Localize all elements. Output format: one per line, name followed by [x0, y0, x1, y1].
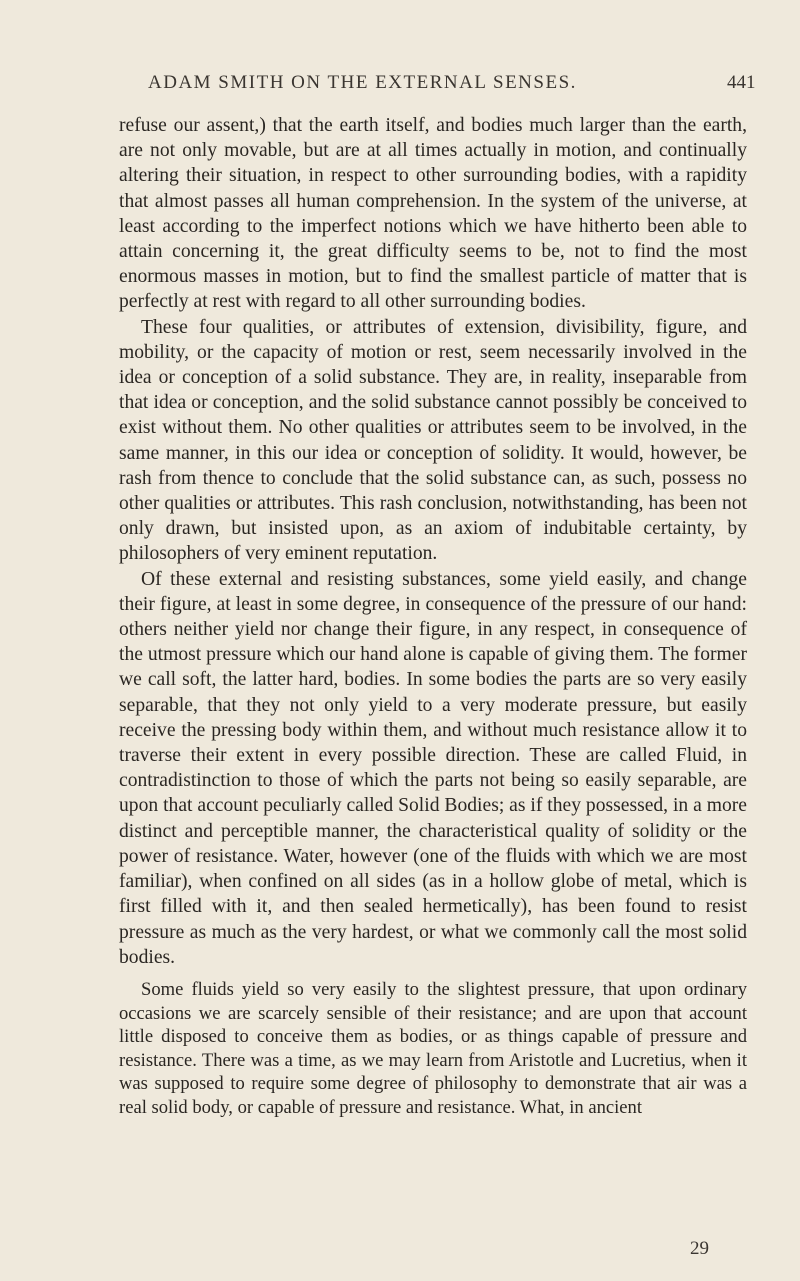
running-title: ADAM SMITH ON THE EXTERNAL SENSES.: [148, 72, 577, 93]
running-head: [0, 72, 800, 102]
page-number: 441: [727, 72, 756, 93]
body-text: [119, 113, 747, 1119]
paragraph-continued: refuse our assent,) that the earth itself, and bodies much larger than the earth, are not only movable, but are at all times actually in motion, and continually altering their situation, in respect to other surrounding bodies, with a rapidity that almost passes all human comprehension. In the system of the universe, at least according to the imperfect notions which we have hitherto been able to attain concerning it, the great difficulty seems to be, not to find the most enormous masses in motion, but to find the smallest particle of matter that is perfectly at rest with regard to all other surrounding bodies.: [119, 115, 747, 313]
paragraph-external-substances: Of these external and resisting substances, some yield easily, and change their figure, at least in some degree, in consequence of the pressure of our hand: others neither yield nor change their figure, in any respect, in consequence of the utmost pressure which our hand alone is capable of giving them. The former we call soft, the latter hard, bodies. In some bodies the parts are so very easily separable, that they not only yield to a very moderate pressure, but easily receive the pressing body within them, and without much resistance allow it to traverse their extent in every possible direction. These are called Fluid, in contradistinction to those of which the parts not being so easily separable, are upon that account peculiarly called Solid Bodies; as if they possessed, in a more distinct and perceptible manner, the characteristical quality of solidity or the power of resistance. Water, however (one of the fluids with which we are most familiar), when confined on all sides (as in a hollow globe of metal, which is first filled with it, and then sealed hermetically), has been found to resist pressure as much as the very hardest, or what we commonly call the most solid bodies.: [119, 568, 747, 968]
signature-mark: 29: [690, 1238, 709, 1259]
paragraph-four-qualities: These four qualities, or attributes of extension, divisibility, figure, and mobility, or the capacity of motion or rest, seem necessarily involved in the idea or conception of a solid substance. They are, in reality, inseparable from that idea or conception, and the solid substance cannot possibly be conceived to exist without them. No other qualities or attributes seem to be involved, in the same manner, in this our idea or conception of solidity. It would, however, be rash from thence to conclude that the solid substance can, as such, possess no other qualities or attributes. This rash conclusion, notwithstanding, has been not only drawn, but insisted upon, as an axiom of indubitable certainty, by philosophers of very eminent reputation.: [119, 316, 747, 565]
paragraph-fluids: Some fluids yield so very easily to the slightest pressure, that upon ordinary occasions we are scarcely sensible of their resistance; and are upon that account little disposed to conceive them as bodies, or as things capable of pressure and resistance. There was a time, as we may learn from Aristotle and Lucretius, when it was supposed to require some degree of philosophy to demonstrate that air was a real solid body, or capable of pressure and resistance. What, in ancient: [119, 978, 747, 1118]
